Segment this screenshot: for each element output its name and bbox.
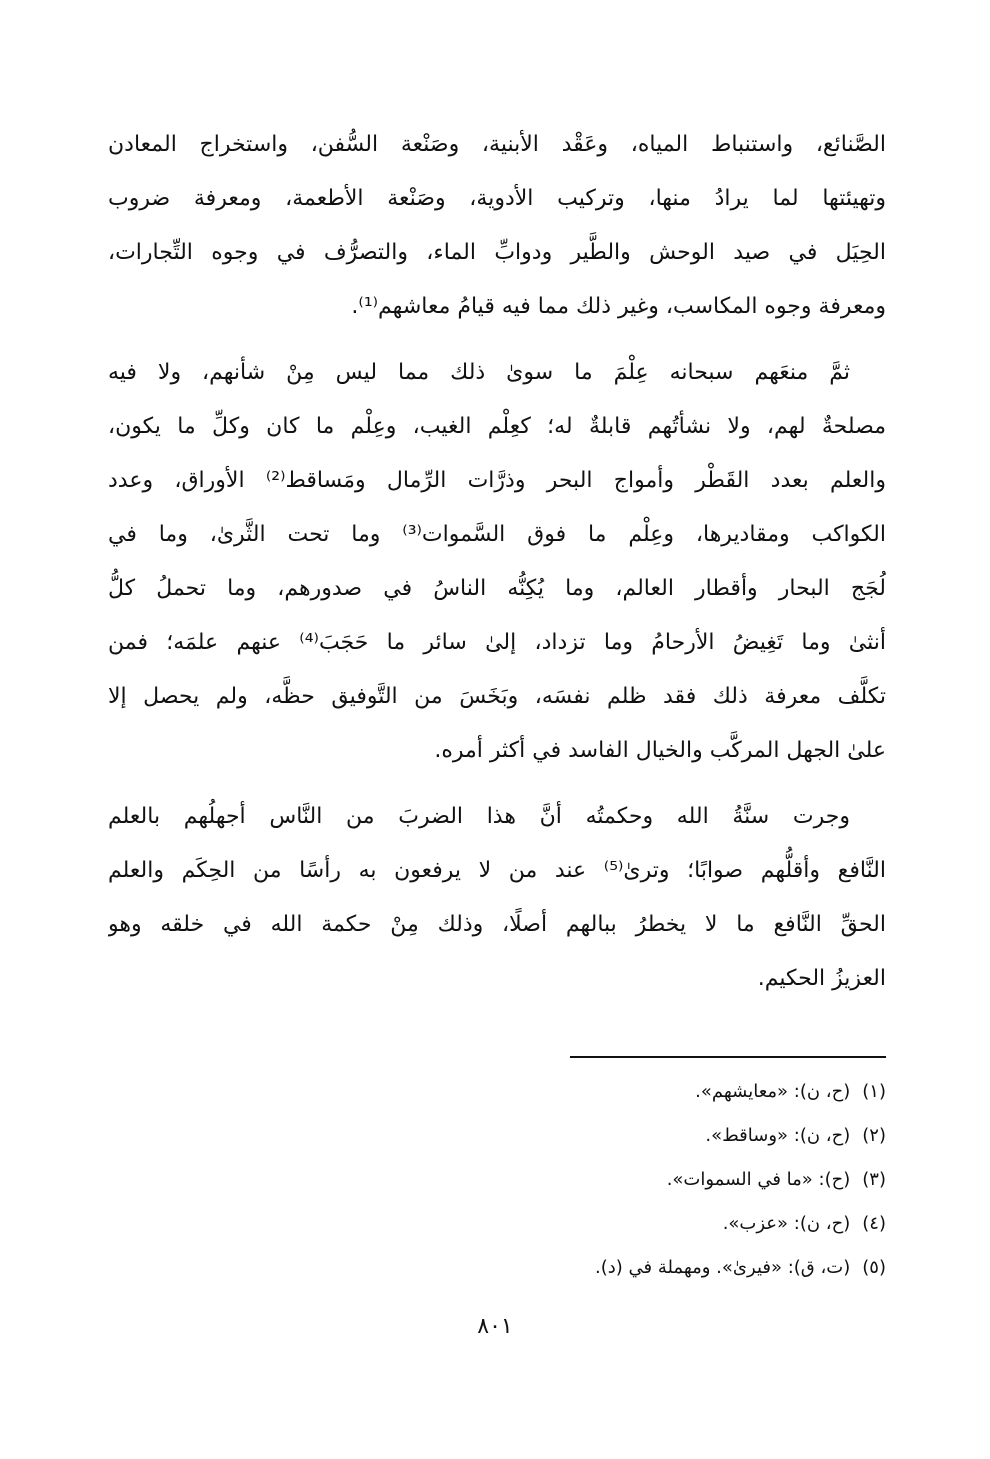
main-text	[108, 118, 886, 1006]
footnote-number: (٤)	[862, 1213, 886, 1234]
footnote-text: (ح، ن): «وساقط».	[705, 1125, 851, 1146]
text-line: الصَّنائع، واستنباط المياه، وعَقْد الأبنية، وصَنْعة السُّفن، واستخراج المعادن	[108, 132, 886, 157]
text-line: وتهيئتها لما يرادُ منها، وتركيب الأدوية، وصَنْعة الأطعمة، ومعرفة ضروب	[108, 186, 886, 211]
text-line: النَّافع وأقلُّهم صوابًا؛ وترىٰ⁽⁵⁾ عند من لا يرفعون به رأسًا من الحِكَم والعلم	[108, 858, 886, 883]
text-line: والعلم بعدد القَطْر وأمواج البحر وذرَّات الرِّمال ومَساقط⁽²⁾ الأوراق، وعدد	[108, 468, 886, 493]
footnote-text: (ح، ن): «عزب».	[722, 1213, 851, 1234]
text-line: العزيزُ الحكيم.	[757, 966, 886, 991]
text-line: ثمَّ منعَهم سبحانه عِلْمَ ما سوىٰ ذلك مما ليس مِنْ شأنهم، ولا فيه	[108, 360, 850, 385]
text-line: الكواكب ومقاديرها، وعِلْم ما فوق السَّموات⁽³⁾ وما تحت الثَّرىٰ، وما في	[108, 522, 886, 547]
footnote-text: (ح): «ما في السموات».	[666, 1169, 851, 1190]
text-line: الحِيَل في صيد الوحش والطَّير ودوابِّ الماء، والتصرُّف في وجوه التِّجارات،	[108, 240, 886, 265]
text-line: وجرت سنَّةُ الله وحكمتُه أنَّ هذا الضربَ من النَّاس أجهلُهم بالعلم	[108, 804, 850, 829]
footnote-2	[300, 1114, 886, 1158]
text-line: ومعرفة وجوه المكاسب، وغير ذلك مما فيه قيامُ معاشهم⁽¹⁾.	[351, 294, 886, 319]
text-line: تكلَّف معرفة ذلك فقد ظلم نفسَه، وبَخَسَ من التَّوفيق حظَّه، ولم يحصل إلا	[108, 684, 886, 709]
footnotes	[300, 1070, 886, 1290]
paragraph-1	[108, 118, 886, 334]
paragraph-3	[108, 790, 886, 1006]
footnote-number: (٣)	[862, 1169, 886, 1190]
text-line: مصلحةٌ لهم، ولا نشأتُهم قابلةٌ له؛ كعِلْم الغيب، وعِلْم ما كان وكلِّ ما يكون،	[108, 414, 886, 439]
footnote-5	[300, 1246, 886, 1290]
text-line: الحقِّ النَّافع ما لا يخطرُ ببالهم أصلًا، وذلك مِنْ حكمة الله في خلقه وهو	[108, 912, 886, 937]
footnote-1	[300, 1070, 886, 1114]
page-number: ٨٠١	[477, 1314, 513, 1339]
footnote-number: (١)	[862, 1081, 886, 1102]
text-line: علىٰ الجهل المركَّب والخيال الفاسد في أكثر أمره.	[434, 738, 886, 763]
footnote-4	[300, 1202, 886, 1246]
text-line: أنثىٰ وما تَغِيضُ الأرحامُ وما تزداد، إلىٰ سائر ما حَجَبَ⁽⁴⁾ عنهم علمَه؛ فمن	[108, 630, 886, 655]
text-line: لُجَج البحار وأقطار العالم، وما يُكِنُّه الناسُ في صدورهم، وما تحملُ كلُّ	[108, 576, 886, 601]
paragraph-2	[108, 346, 886, 778]
footnote-3	[300, 1158, 886, 1202]
footnote-text: (ح، ن): «معايشهم».	[695, 1081, 851, 1102]
footnote-divider	[570, 1056, 886, 1058]
footnote-number: (٢)	[862, 1125, 886, 1146]
footnote-text: (ت، ق): «فيرىٰ». ومهملة في (د).	[594, 1257, 851, 1278]
footnote-number: (٥)	[862, 1257, 886, 1278]
